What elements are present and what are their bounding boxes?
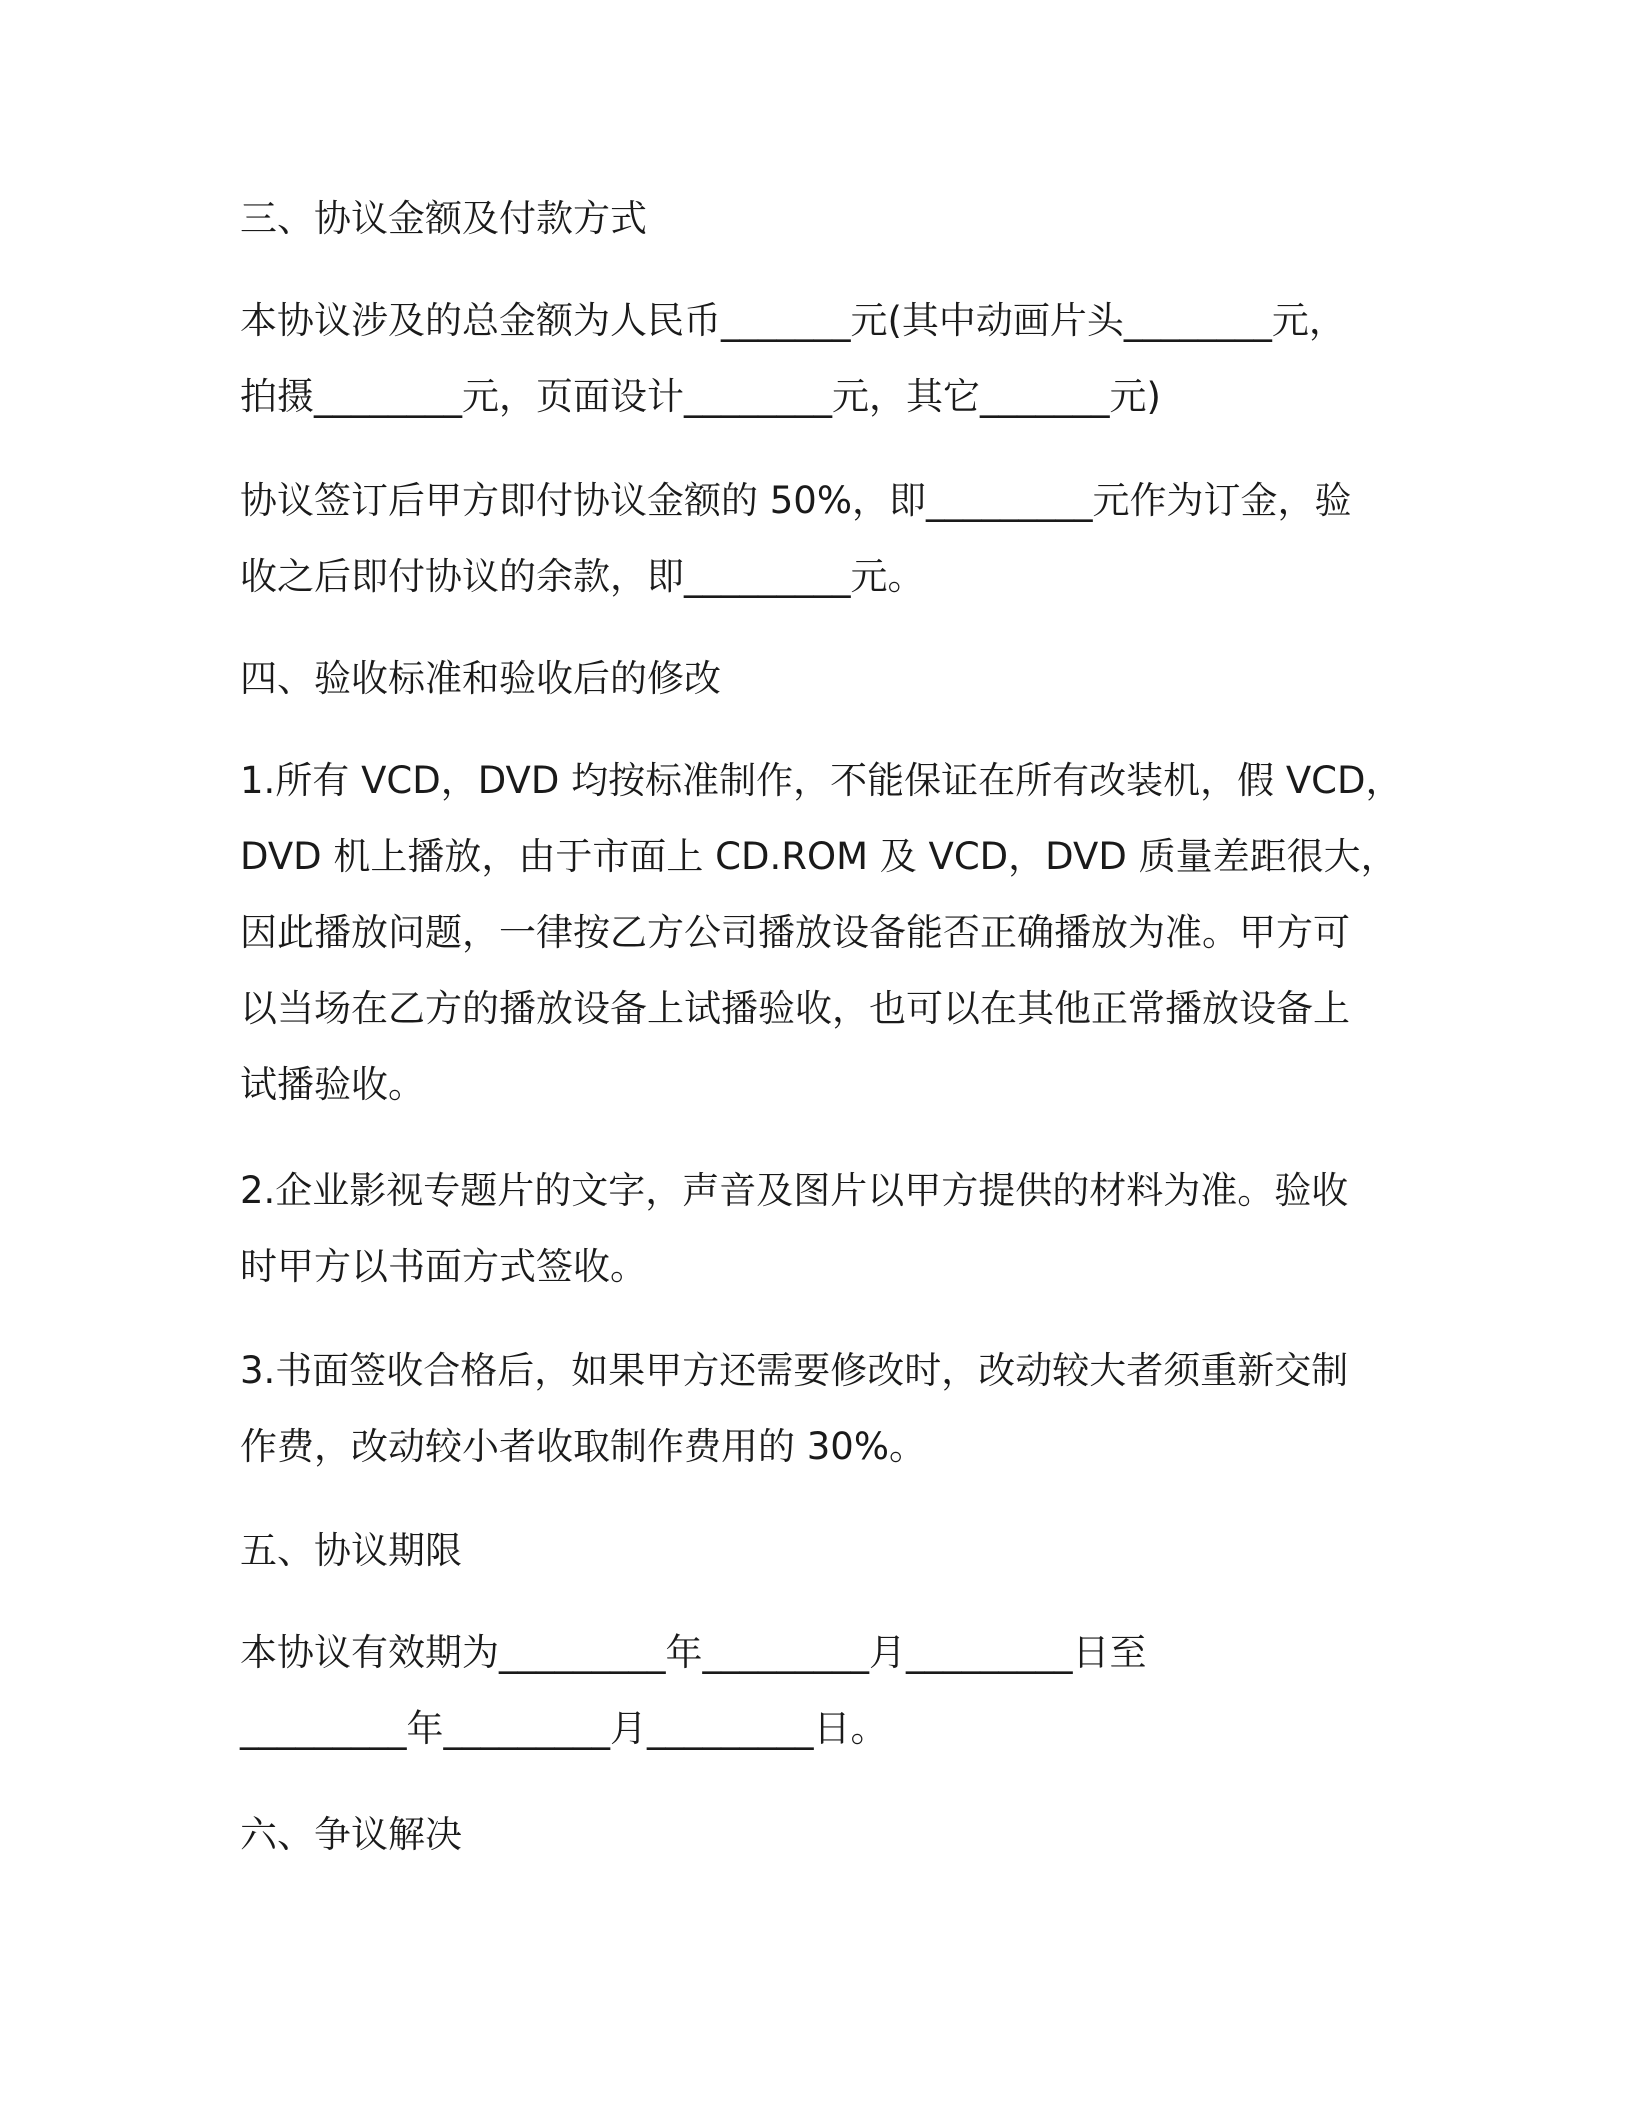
paragraph-line: DVD 机上播放，由于市面上 CD.ROM 及 VCD，DVD 质量差距很大，: [240, 835, 1398, 878]
paragraph-line: 以当场在乙方的播放设备上试播验收，也可以在其他正常播放设备上: [240, 987, 1350, 1030]
paragraph-line: 2.企业影视专题片的文字，声音及图片以甲方提供的材料为准。验收: [240, 1169, 1349, 1212]
paragraph-line: 本协议有效期为_________年_________月_________日至: [240, 1631, 1147, 1674]
paragraph-line: 收之后即付协议的余款，即_________元。: [240, 555, 925, 598]
paragraph-line: 作费，改动较小者收取制作费用的 30%。: [240, 1425, 926, 1468]
paragraph-line: 本协议涉及的总金额为人民币_______元(其中动画片头________元，: [240, 299, 1346, 342]
paragraph-line: 3.书面签收合格后，如果甲方还需要修改时，改动较大者须重新交制: [240, 1349, 1349, 1392]
paragraph-line: 因此播放问题，一律按乙方公司播放设备能否正确播放为准。甲方可: [240, 911, 1350, 954]
section-heading-6: 六、争议解决: [240, 1813, 462, 1856]
paragraph-line: _________年_________月_________日。: [240, 1707, 888, 1750]
paragraph-line: 协议签订后甲方即付协议金额的 50%，即_________元作为订金，验: [240, 479, 1352, 522]
paragraph-line: 时甲方以书面方式签收。: [240, 1245, 647, 1288]
section-heading-3: 三、协议金额及付款方式: [240, 197, 647, 240]
section-heading-4: 四、验收标准和验收后的修改: [240, 657, 721, 700]
paragraph-line: 拍摄________元，页面设计________元，其它_______元): [240, 375, 1161, 418]
paragraph-line: 1.所有 VCD，DVD 均按标准制作，不能保证在所有改装机，假 VCD，: [240, 759, 1403, 802]
section-heading-5: 五、协议期限: [240, 1529, 462, 1572]
paragraph-line: 试播验收。: [240, 1063, 425, 1106]
